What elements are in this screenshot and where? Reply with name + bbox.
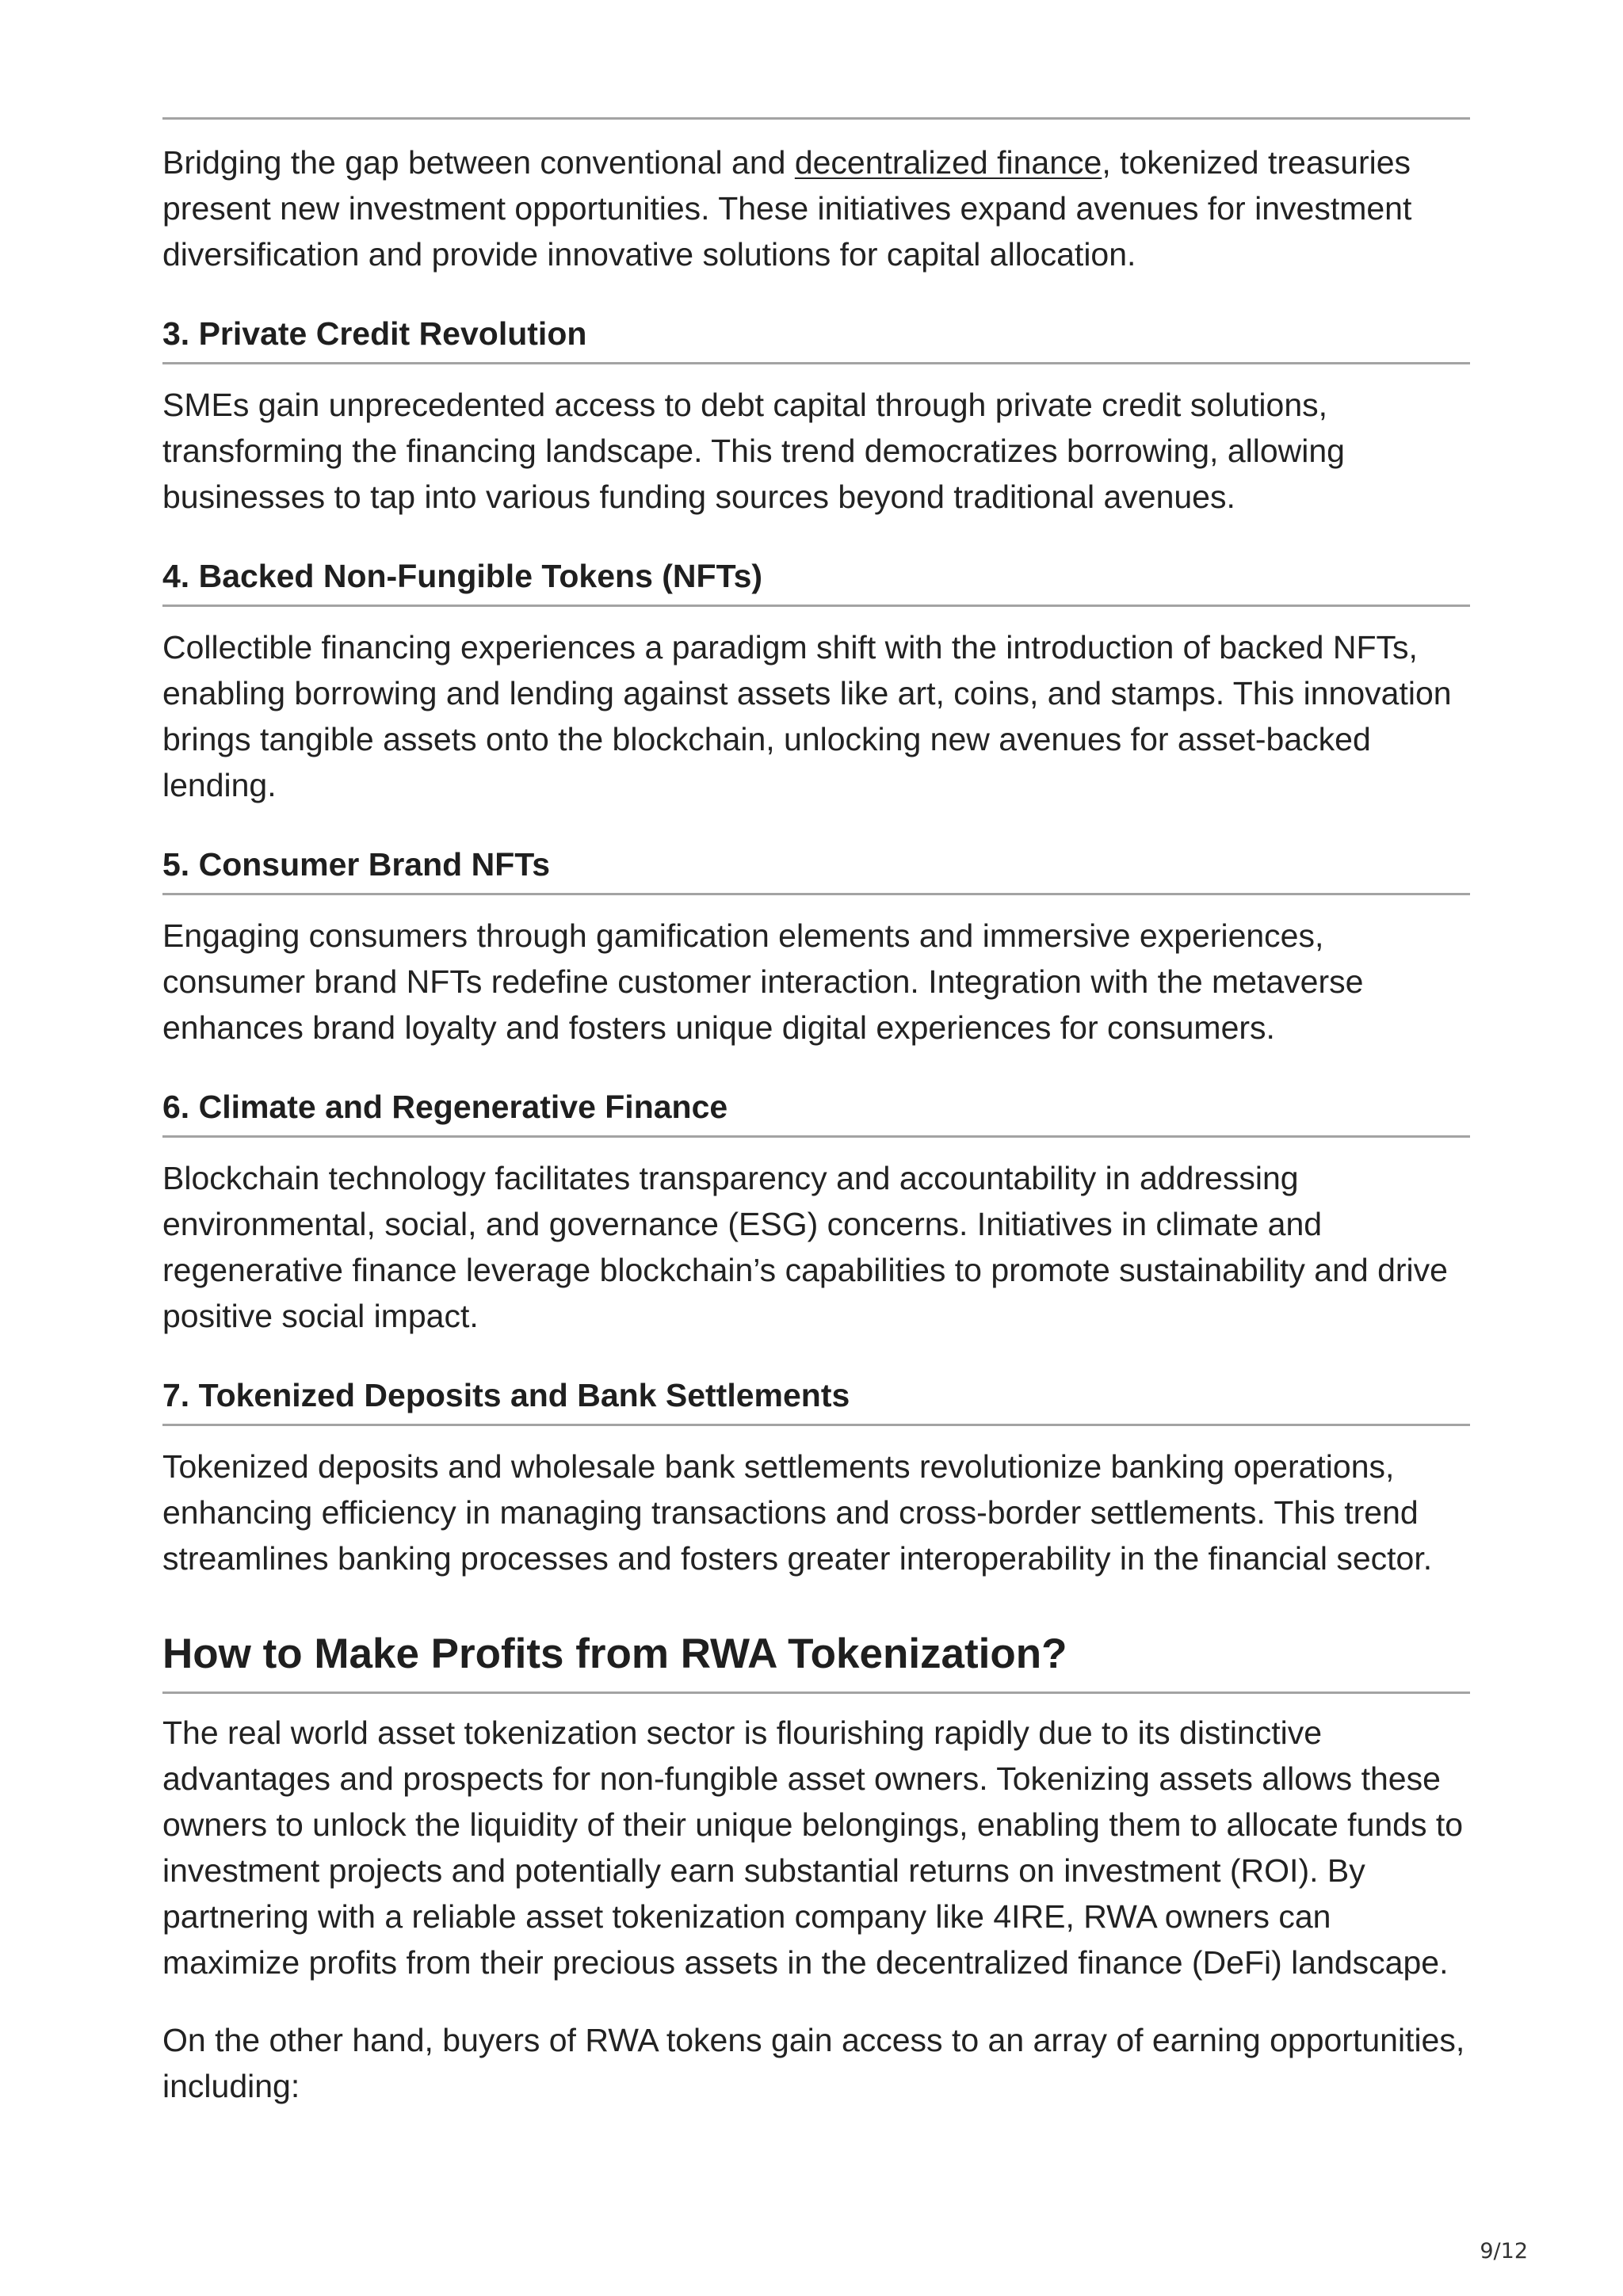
section-heading-private-credit: 3. Private Credit Revolution xyxy=(162,315,587,352)
page-number: 9/12 xyxy=(1480,2239,1528,2264)
section-divider xyxy=(162,1691,1470,1694)
document-page xyxy=(162,117,1470,2109)
section-body-consumer-brand-nfts: Engaging consumers through gamification elements and immersive experiences, consumer brand NFTs redefine customer interaction. Integration with the metaverse enhances brand loyalty and fosters unique digital experiences for consumers. xyxy=(162,917,1364,1046)
section-body-private-credit: SMEs gain unprecedented access to debt capital through private credit solutions, transforming the financing landscape. This trend democratizes borrowing, allowing businesses to tap into various funding sources beyond traditional avenues. xyxy=(162,387,1345,515)
profits-heading: How to Make Profits from RWA Tokenization? xyxy=(162,1630,1067,1677)
section-divider xyxy=(162,893,1470,895)
section-heading-backed-nfts: 4. Backed Non-Fungible Tokens (NFTs) xyxy=(162,558,763,594)
section-divider xyxy=(162,605,1470,607)
profits-paragraph-1: The real world asset tokenization sector is flourishing rapidly due to its distinctive advantages and prospects for non-fungible asset owners. Tokenizing assets allows these owners to unlock the liquidity of their unique belongings, enabling them to allocate funds to investment projects and potentially earn substantial returns on investment (ROI). By partnering with a reliable asset tokenization company like 4IRE, RWA owners can maximize profits from their precious assets in the decentralized finance (DeFi) landscape. xyxy=(162,1714,1464,1981)
intro-paragraph xyxy=(162,139,1470,277)
section-divider xyxy=(162,1424,1470,1426)
section-heading-consumer-brand-nfts: 5. Consumer Brand NFTs xyxy=(162,846,551,883)
decentralized-finance-link[interactable]: decentralized finance xyxy=(794,144,1102,181)
section-body-tokenized-deposits: Tokenized deposits and wholesale bank settlements revolutionize banking operations, enhancing efficiency in managing transactions and cross-border settlements. This trend streamlines banking processes and fosters greater interoperability in the financial sector. xyxy=(162,1448,1433,1577)
section-divider xyxy=(162,117,1470,120)
section-body-backed-nfts: Collectible financing experiences a paradigm shift with the introduction of backed NFTs, enabling borrowing and lending against assets like art, coins, and stamps. This innovation brings tangible assets onto the blockchain, unlocking new avenues for asset-backed lending. xyxy=(162,629,1452,803)
section-body-climate-finance: Blockchain technology facilitates transparency and accountability in addressing environmental, social, and governance (ESG) concerns. Initiatives in climate and regenerative finance leverage blockchain’s capabilities to promote sustainability and drive positive social impact. xyxy=(162,1160,1448,1334)
section-divider xyxy=(162,362,1470,364)
section-divider xyxy=(162,1135,1470,1138)
section-heading-climate-finance: 6. Climate and Regenerative Finance xyxy=(162,1089,728,1125)
profits-paragraph-2: On the other hand, buyers of RWA tokens gain access to an array of earning opportunities, including: xyxy=(162,2022,1465,2104)
section-heading-tokenized-deposits: 7. Tokenized Deposits and Bank Settlements xyxy=(162,1377,850,1413)
intro-text-end: , tokenized treasuries present new investment opportunities. These initiatives expand avenues for investment diversification and provide innovative solutions for capital allocation. xyxy=(162,144,1412,273)
intro-text-start: Bridging the gap between conventional and xyxy=(162,144,795,181)
